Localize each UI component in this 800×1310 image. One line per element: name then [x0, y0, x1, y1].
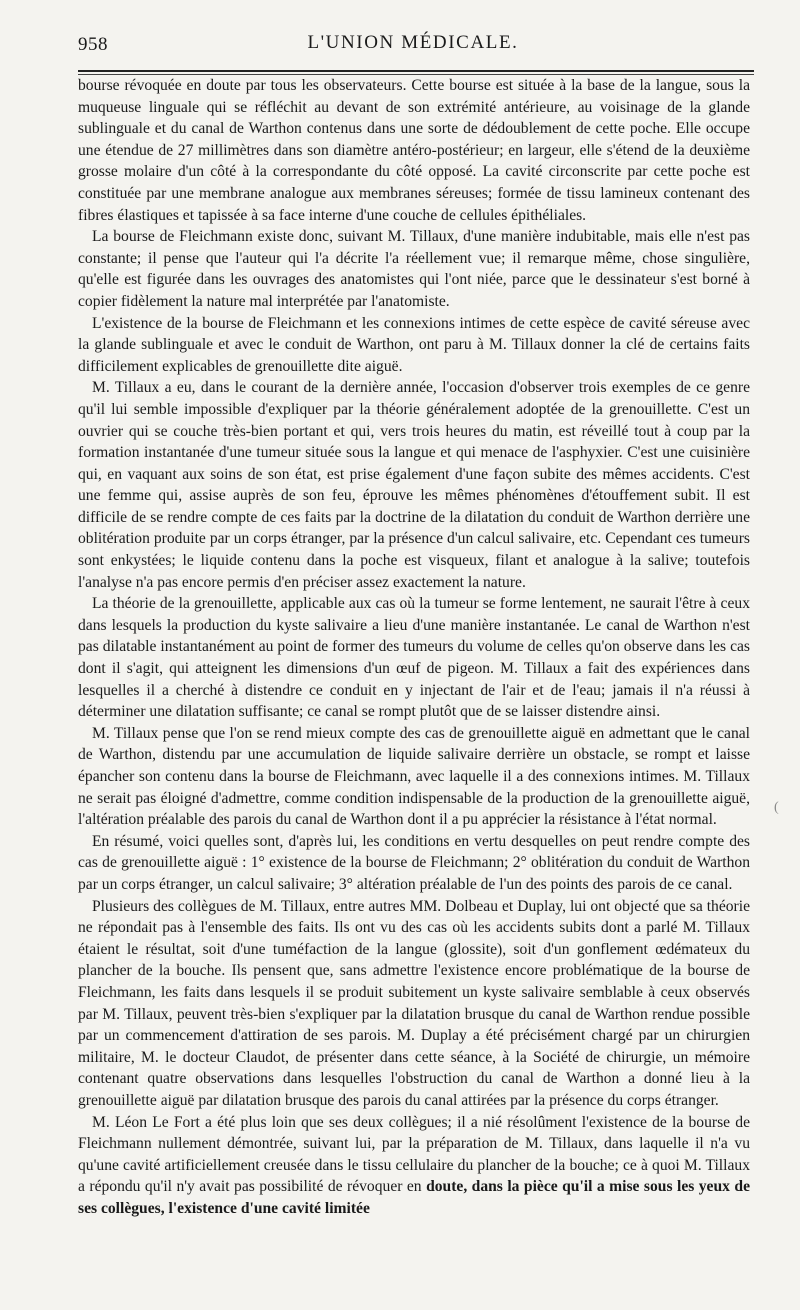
page-header [78, 28, 748, 58]
margin-mark: ( [774, 800, 779, 815]
paragraph: La bourse de Fleichmann existe donc, suivant M. Tillaux, d'une manière indubitable, mais elle n'est pas constante; il pense que l'auteur qui l'a décrite l'a réellement vue; il remarque même, chose singulière, qu'elle est figurée dans les ouvrages des anatomistes qui l'ont niée, parce que le dessinateur s'est borné à copier fidèlement la nature mal interprétée par l'anatomiste. [78, 228, 750, 310]
paragraph: Plusieurs des collègues de M. Tillaux, entre autres MM. Dolbeau et Duplay, lui ont objecté que sa théorie ne répondait pas à l'ensemble des faits. Ils ont vu des cas où les accidents subits dont a parlé M. Tillaux étaient le résultat, soit d'une tuméfaction de la langue (glossite), soit d'un gonflement œdémateux du plancher de la bouche. Ils pensent que, sans admettre l'existence encore problématique de la bourse de Fleichmann, les faits dans lesquels il se produit subitement un kyste salivaire semblable à ceux observés par M. Tillaux, peuvent très-bien s'expliquer par la dilatation brusque du canal de Warthon rendue possible par un commencement d'attiration de ses parois. M. Duplay a été précisément chargé par un chirurgien militaire, M. le docteur Claudot, de présenter dans cette séance, à la Société de chirurgie, un mémoire contenant quatre observations dans lesquelles l'obstruction du canal de Warthon a donné lieu à la grenouillette aiguë par dilatation brusque des parois du canal attirées par la présence du corps étranger. [78, 897, 750, 1109]
paragraph: En résumé, voici quelles sont, d'après lui, les conditions en vertu desquelles on peut rendre compte des cas de grenouillette aiguë : 1° existence de la bourse de Fleichmann; 2° oblitération du conduit de Warthon par un corps étranger, un calcul salivaire; 3° altération préalable de l'un des points des parois de ce canal. [78, 832, 750, 893]
paragraph-bold-tail: doute, dans la pièce qu'il a mise sous les yeux de ses collègues, l'existence d'une cavité limitée [78, 1178, 750, 1217]
paragraph-last [78, 1112, 750, 1220]
paragraph: M. Tillaux pense que l'on se rend mieux compte des cas de grenouillette aiguë en admettant que le canal de Warthon, distendu par une accumulation de liquide salivaire derrière un obstacle, se rompt et laisse épancher son contenu dans la bourse de Fleichmann, avec laquelle il a des connexions intimes. M. Tillaux ne serait pas éloigné d'admettre, comme condition indispensable de la production de la grenouillette aiguë, l'altération préalable des parois du canal de Warthon dont il a pu apprécier la résistance à l'état normal. [78, 724, 750, 829]
running-title: L'UNION MÉDICALE. [307, 32, 519, 53]
paragraph-text: M. Léon Le Fort a été plus loin que ses deux collègues; il a nié résolûment l'existence de la bourse de Fleichmann nullement démontrée, suivant lui, par la préparation de M. Tillaux, dans laquelle il n'a vu qu'une cavité artificiellement creusée dans le tissu cellulaire du plancher de la bouche; ce à quoi M. Tillaux a répondu qu'il n'y avait pas possibilité de révoquer en [78, 1113, 750, 1196]
paragraph: bourse révoquée en doute par tous les observateurs. Cette bourse est située à la base de la langue, sous la muqueuse linguale qui se réfléchit au devant de son extrémité antérieure, au voisinage de la glande sublinguale et du canal de Warthon contenus dans une sorte de dédoublement de cette poche. Elle occupe une étendue de 27 millimètres dans son diamètre antéro-postérieur; en largeur, elle s'étend de la deuxième grosse molaire d'un côté à la correspondante du côté opposé. La cavité circonscrite par cette poche est constituée par une membrane analogue aux membranes séreuses; formée de tissu lamineux contenant des fibres élastiques et tapissée à sa face interne d'une couche de cellules épithéliales. [78, 77, 750, 224]
paragraph: L'existence de la bourse de Fleichmann et les connexions intimes de cette espèce de cavité séreuse avec la glande sublinguale et avec le conduit de Warthon, ont paru à M. Tillaux donner la clé de certains faits difficilement explicables de grenouillette dite aiguë. [78, 314, 750, 375]
paragraph: La théorie de la grenouillette, applicable aux cas où la tumeur se forme lentement, ne saurait l'être à ceux dans lesquels la production du kyste salivaire a lieu d'une manière instantanée. Le canal de Warthon n'est pas dilatable instantanément au point de former des tumeurs du volume de celles qu'on observe dans les cas dont il s'agit, qui atteignent les dimensions d'un œuf de pigeon. M. Tillaux a fait des expériences dans lesquelles il a cherché à distendre ce conduit en y injectant de l'air et de l'eau; jamais il n'a réussi à déterminer une dilatation suffisante; ce canal se rompt plutôt que de se laisser distendre ainsi. [78, 595, 750, 721]
page-number: 958 [78, 34, 108, 55]
paragraph: M. Tillaux a eu, dans le courant de la dernière année, l'occasion d'observer trois exemples de ce genre qu'il lui semble impossible d'expliquer par la théorie généralement adoptée de la grenouillette. C'est un ouvrier qui se couche très-bien portant et qui, vers trois heures du matin, est réveillé tout à coup par la formation instantanée d'une tumeur située sous la langue et qui menace de l'asphyxier. C'est une cuisinière qui, en vaquant aux soins de son état, est prise également d'une façon subite des mêmes accidents. C'est une femme qui, assise auprès de son feu, éprouve les mêmes phénomènes d'étouffement subit. Il est difficile de se rendre compte de ces faits par la doctrine de la dilatation du conduit de Warthon derrière une oblitération produite par un corps étranger, par la présence d'un calcul salivaire, etc. Cependant ces tumeurs sont enkystées; le liquide contenu dans la poche est visqueux, filant et analogue à la salive; toutefois l'analyse n'a pas encore permis d'en préciser assez exactement la nature. [78, 379, 750, 591]
article-body [78, 75, 750, 1219]
